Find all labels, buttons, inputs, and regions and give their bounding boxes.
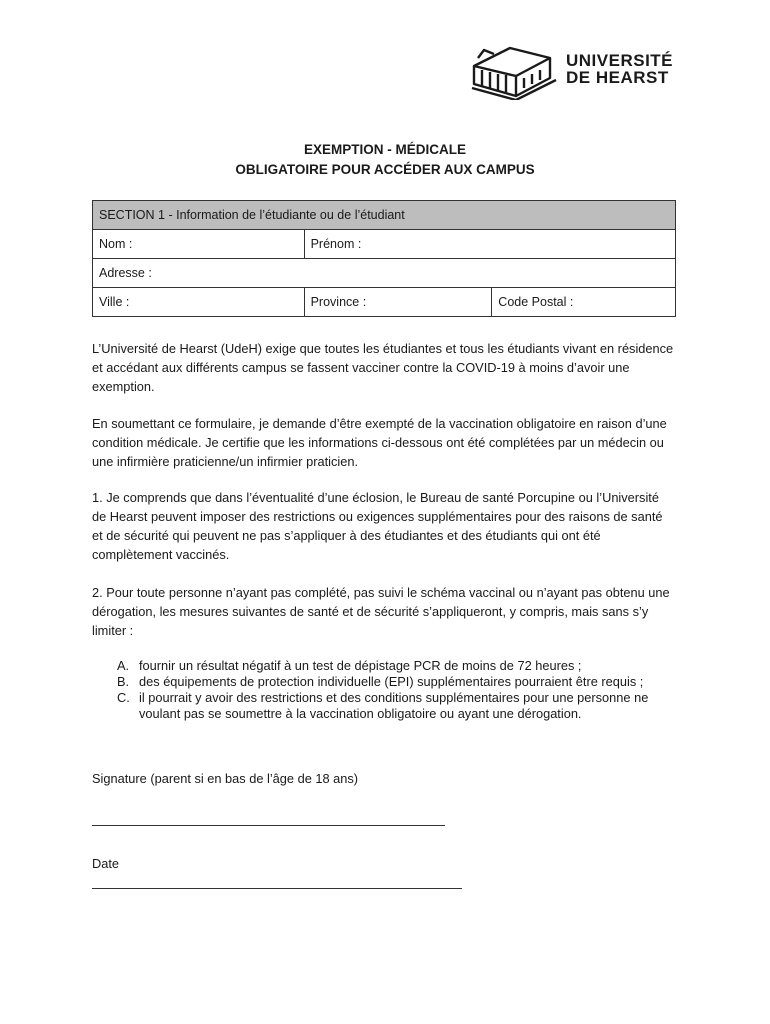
- date-label: Date: [92, 856, 120, 871]
- university-name: [566, 52, 673, 86]
- signature-label: Signature (parent si en bas de l’âge de 18 ans): [92, 771, 359, 786]
- date-line[interactable]: [92, 888, 462, 889]
- intro-paragraph: L’Université de Hearst (UdeH) exige que toutes les étudiantes et tous les étudiants vivant en résidence et accédant aux différents campus se fassent vacciner contre la COVID-19 à moins d’avoir une exemption.: [92, 341, 674, 394]
- list-item-text: fournir un résultat négatif à un test de dépistage PCR de moins de 72 heures ;: [139, 658, 582, 673]
- request-paragraph: En soumettant ce formulaire, je demande d’être exempté de la vaccination obligatoire en raison d’une condition médicale. Je certifie que les informations ci-dessous ont été complétées par un médecin ou une infirmière praticienne/un infirmier praticien.: [92, 416, 667, 469]
- adresse-field[interactable]: Adresse :: [93, 259, 676, 288]
- prenom-field[interactable]: Prénom :: [304, 230, 675, 259]
- document-title: EXEMPTION - MÉDICALE: [303, 142, 466, 157]
- list-marker: A.: [117, 658, 130, 673]
- student-info-table: [92, 200, 676, 317]
- building-icon: [470, 44, 558, 100]
- nom-field[interactable]: Nom :: [93, 230, 305, 259]
- list-item: [117, 658, 657, 674]
- logo-line1: UNIVERSITÉ: [566, 51, 674, 70]
- list-marker: B.: [117, 674, 130, 689]
- document-subtitle: OBLIGATOIRE POUR ACCÉDER AUX CAMPUS: [235, 162, 535, 177]
- logo-line2: DE HEARST: [566, 68, 669, 87]
- measures-list: [117, 658, 657, 722]
- list-marker: C.: [117, 690, 130, 705]
- list-item: [117, 690, 657, 722]
- signature-line[interactable]: [92, 825, 445, 826]
- measures-paragraph: 2. Pour toute personne n’ayant pas complété, pas suivi le schéma vaccinal ou n’ayant pas obtenu une dérogation, les mesures suivantes de santé et de sécurité s’appliqueront, y compris, mais sans s’y limiter :: [92, 585, 670, 638]
- section1-header: SECTION 1 - Information de l’étudiante ou de l’étudiant: [93, 201, 676, 230]
- ville-field[interactable]: Ville :: [93, 288, 305, 317]
- code-postal-field[interactable]: Code Postal :: [492, 288, 676, 317]
- province-field[interactable]: Province :: [304, 288, 492, 317]
- list-item-text: des équipements de protection individuelle (EPI) supplémentaires pourraient être requis ;: [139, 674, 644, 689]
- outbreak-paragraph: 1. Je comprends que dans l’éventualité d’une éclosion, le Bureau de santé Porcupine ou l’Université de Hearst peuvent imposer des restrictions ou exigences supplémentaires pour des raisons de santé et de sécurité qui peuvent ne pas s’appliquer à des étudiantes et des étudiants qui ont été complètement vaccinés.: [92, 490, 663, 562]
- list-item-text: il pourrait y avoir des restrictions et des conditions supplémentaires pour une personne ne voulant pas se soumettre à la vaccination obligatoire ou ayant une dérogation.: [139, 690, 649, 721]
- university-logo: [470, 44, 680, 100]
- list-item: [117, 674, 657, 690]
